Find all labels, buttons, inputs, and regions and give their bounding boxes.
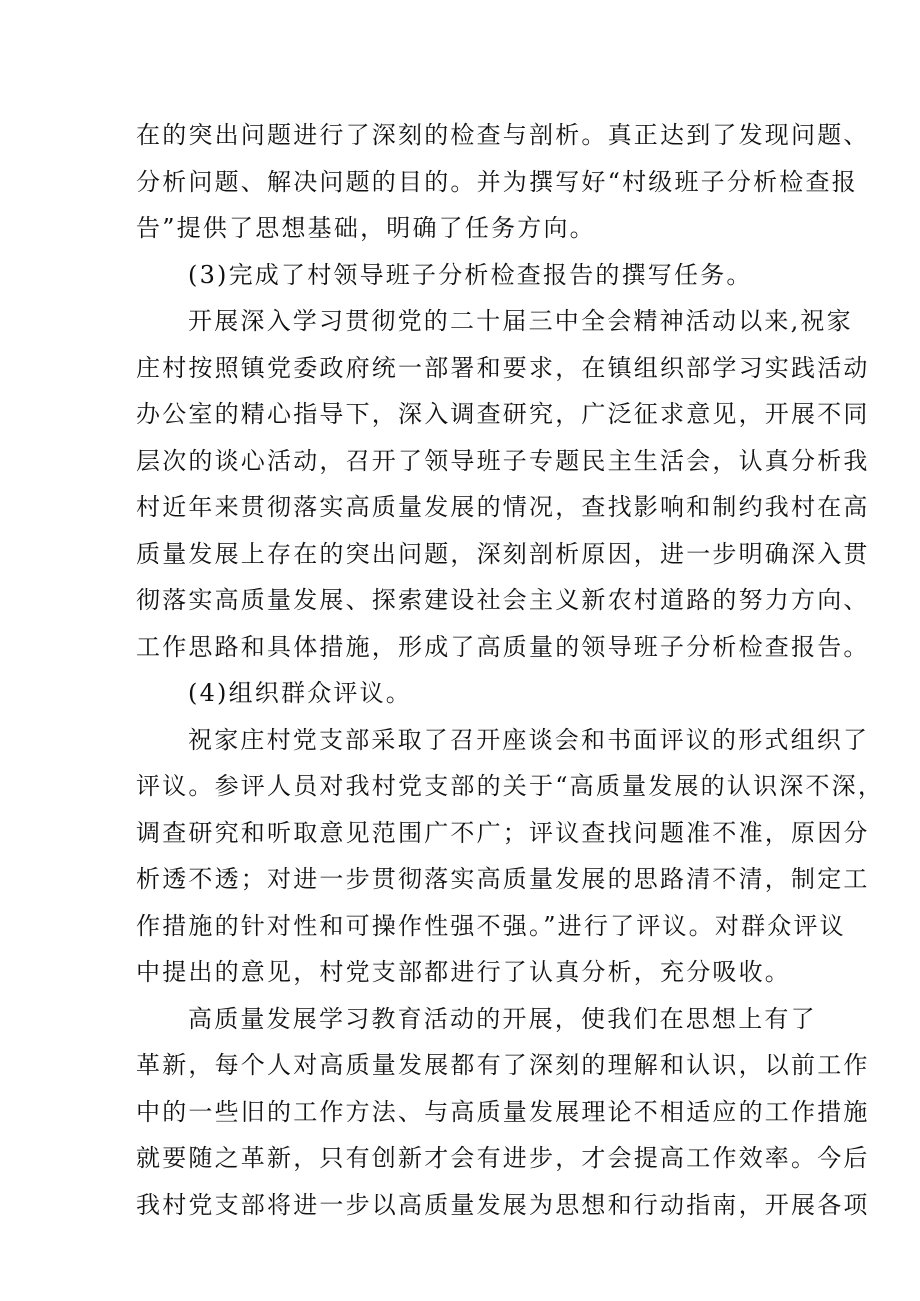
- text-line: 评议。参评人员对我村党支部的关于“高质量发展的认识深不深，: [136, 772, 885, 800]
- text-line: 高质量发展学习教育活动的开展，使我们在思想上有了: [188, 1004, 817, 1033]
- text-line: 分析问题、解决问题的目的。并为撰写好“村级班子分析检查报: [136, 167, 858, 196]
- text-line: 开展深入学习贯彻党的二十届三中全会精神活动以来,祝家: [188, 307, 853, 335]
- text-line: 析透不透；对进一步贯彻落实高质量发展的思路清不清，制定工: [136, 865, 870, 893]
- text-line: 革新，每个人对高质量发展都有了深刻的理解和认识，以前工作: [136, 1051, 870, 1079]
- text-line: 在的突出问题进行了深刻的检查与剖析。真正达到了发现问题、: [136, 121, 870, 149]
- text-line: 作措施的针对性和可操作性强不强。”进行了评议。对群众评议: [136, 911, 846, 940]
- text-line: 质量发展上存在的突出问题，深刻剖析原因，进一步明确深入贯: [136, 539, 870, 568]
- section-heading: (4)组织群众评议。: [188, 679, 412, 707]
- text-line: 告”提供了思想基础，明确了任务方向。: [136, 214, 596, 242]
- text-line: 庄村按照镇党委政府统一部署和要求，在镇组织部学习实践活动: [136, 353, 870, 382]
- text-line: 我村党支部将进一步以高质量发展为思想和行动指南，开展各项: [136, 1190, 870, 1219]
- text-line: 办公室的精心指导下，深入调查研究，广泛征求意见，开展不同: [136, 400, 870, 428]
- document-body: [136, 112, 885, 1228]
- text-line: 彻落实高质量发展、探索建设社会主义新农村道路的努力方向、: [136, 586, 870, 614]
- section-heading: (3)完成了村领导班子分析检查报告的撰写任务。: [188, 260, 753, 289]
- text-line: 就要随之革新，只有创新才会有进步，才会提高工作效率。今后: [136, 1144, 870, 1172]
- text-line: 中提出的意见，村党支部都进行了认真分析，充分吸收。: [136, 958, 791, 986]
- text-line: 层次的谈心活动，召开了领导班子专题民主生活会，认真分析我: [136, 446, 870, 475]
- text-line: 中的一些旧的工作方法、与高质量发展理论不相适应的工作措施: [136, 1097, 870, 1126]
- text-line: 祝家庄村党支部采取了召开座谈会和书面评议的形式组织了: [188, 725, 870, 754]
- text-line: 工作思路和具体措施，形成了高质量的领导班子分析检查报告。: [136, 632, 870, 661]
- text-line: 调查研究和听取意见范围广不广；评议查找问题准不准，原因分: [136, 818, 870, 847]
- text-line: 村近年来贯彻落实高质量发展的情况，查找影响和制约我村在高: [136, 493, 870, 521]
